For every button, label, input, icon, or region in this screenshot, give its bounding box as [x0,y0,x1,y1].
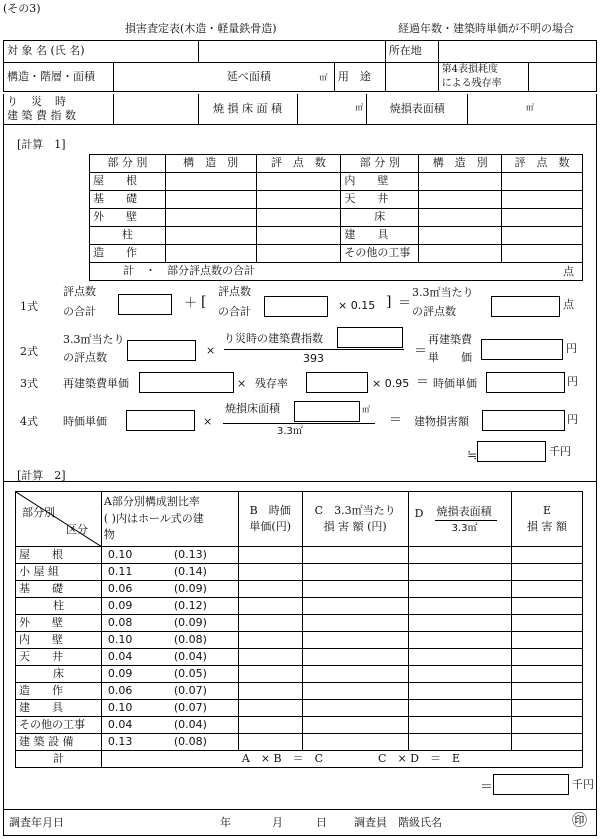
calc2-market-price-field[interactable] [238,666,302,683]
formula2-per-area-label: 3.3㎡当たり [63,333,125,346]
survey-date-label: 調査年月日 [9,816,64,829]
burned-floor-area-label: 焼 損 床 面 積 [198,94,297,124]
formula1-sum-label-2: の合計 [63,305,96,318]
calc2-damage-field[interactable] [512,632,583,649]
calc2-part-label: 外 壁 [16,615,102,632]
subject-name-label: 対 象 名 (氏 名) [4,41,199,63]
calc2-ratio: 0.10 [107,632,133,646]
calc1-part-label: 屋 根 [90,173,166,191]
calc2-market-price-field[interactable] [238,615,302,632]
floor-area-cell[interactable] [113,63,334,92]
calc2-burned-surface-field[interactable] [408,615,512,632]
formula4-approx: ≒ [467,448,478,462]
formula4-denominator: 3.3㎡ [277,426,303,437]
calc2-header-market-price: B 時価 単価(円) [238,492,302,547]
formula2-label: 2式 [20,345,38,358]
calc2-ratio: 0.04 [107,717,133,731]
formula4-damage-label: 建物損害額 [414,415,469,428]
formula3-market-label: 時価単価 [433,377,477,390]
calc2-hall-ratio: (0.07) [173,683,207,697]
calc2-part-label: 柱 [16,598,102,615]
formula4-thousand-unit: 千円 [549,445,571,458]
calc1-score-field[interactable] [502,173,583,191]
calc2-ratio-cell [101,615,238,632]
calc2-part-label: 建 築 設 備 [16,734,102,751]
calc1-part-label: 基 礎 [90,191,166,209]
calc2-burned-surface-field[interactable] [408,700,512,717]
calc2-per-area-damage-field[interactable] [302,564,408,581]
calc1-part-label: 内 壁 [341,173,419,191]
calc2-market-price-field[interactable] [238,598,302,615]
calc2-damage-field[interactable] [512,598,583,615]
formula2-result-box[interactable] [481,339,563,360]
formula1-sum-box[interactable] [118,294,172,315]
calc2-burned-surface-field[interactable] [408,649,512,666]
structure-label: 構造・階層・面積 [4,63,114,92]
formula2-fraction-line [224,349,404,350]
formula4-times: × [203,415,213,428]
calc2-market-price-field[interactable] [238,547,302,564]
calc2-part-label: 天 井 [16,649,102,666]
calc2-ratio-cell [101,649,238,666]
formula1-unit: 点 [563,298,574,311]
formula2-unit: 円 [566,342,577,355]
calc1-structure-field[interactable] [165,245,256,263]
calc2-ratio: 0.13 [107,734,133,748]
calc2-damage-field[interactable] [512,666,583,683]
calc2-row [16,547,583,564]
calc2-market-price-field[interactable] [238,717,302,734]
calc2-ratio-cell [101,683,238,700]
formula4-unit: 円 [567,413,578,426]
calc1-score-field[interactable] [502,191,583,209]
calc2-row [16,581,583,598]
calc2-result-box[interactable] [493,774,569,795]
calc1-score-field[interactable] [256,227,341,245]
formula4-label: 4式 [20,415,38,428]
calc1-structure-field[interactable] [419,191,502,209]
calc2-per-area-damage-field[interactable] [302,632,408,649]
formula1-plus: ＋ [184,296,198,311]
calc2-ratio-cell [101,598,238,615]
rebuild-index-label: り 災 時 建 築 費 指 数 [4,94,114,124]
calc2-per-area-damage-field[interactable] [302,666,408,683]
calc2-per-area-damage-field[interactable] [302,547,408,564]
calc2-per-area-damage-field[interactable] [302,683,408,700]
calc1-structure-field[interactable] [419,245,502,263]
calc1-part-label: 建 具 [341,227,419,245]
inspector-label: 調査員 階級氏名 [354,816,442,829]
calc2-burned-surface-field[interactable] [408,547,512,564]
formula4-fraction-line [223,423,375,424]
calc2-hall-ratio: (0.07) [173,700,207,714]
calc2-hall-ratio: (0.09) [173,615,207,629]
calc2-total-label: 計 [16,751,102,768]
calc2-per-area-damage-field[interactable] [302,700,408,717]
calc2-damage-field[interactable] [512,547,583,564]
calc2-ratio-cell [101,700,238,717]
formula1-bracket-open: [ [201,294,207,310]
formula1-sum2-box[interactable] [264,296,328,317]
formula2-rebuild-label: 再建築費 [428,333,472,346]
document-note: 経過年数・建築時単価が不明の場合 [398,22,574,35]
calc2-burned-surface-field[interactable] [408,666,512,683]
calc2-part-label: 内 壁 [16,632,102,649]
calc2-part-label: その他の工事 [16,717,102,734]
formula4-result-box[interactable] [482,410,565,431]
formula2-times: × [206,344,216,357]
calc2-damage-field[interactable] [512,734,583,751]
calc2-hall-ratio: (0.08) [173,632,207,646]
formula4-market-label: 時価単価 [63,415,107,428]
calc2-market-price-field[interactable] [238,632,302,649]
calc1-part-label: その他の工事 [341,245,419,263]
page-number: (その3) [3,2,41,15]
location-label: 所在地 [385,41,438,63]
formula3-unit: 円 [567,375,578,388]
formula3-residual-box[interactable] [306,372,368,393]
calc2-result-equals: ＝ [480,780,494,795]
calc2-ratio: 0.09 [107,666,133,680]
calc2-row [16,734,583,751]
formula2-equals: ＝ [414,344,428,359]
calc2-damage-field[interactable] [512,649,583,666]
calc1-score-field[interactable] [256,173,341,191]
calc1-score-field[interactable] [256,245,341,263]
formula2-rebuild-label-2: 単 価 [428,351,472,364]
footer-row [3,810,597,836]
location-field[interactable] [438,41,596,63]
calc2-ratio: 0.06 [107,581,133,595]
calc2-ratio-cell [101,632,238,649]
calc2-damage-field[interactable] [512,581,583,598]
formula3-rebuild-box[interactable] [139,372,234,393]
formula3-times: × [237,377,247,390]
calc1-header-part-right: 部 分 別 [341,155,419,173]
calc2-ratio: 0.06 [107,683,133,697]
floor-area-label: 延べ面積 [226,69,271,83]
calc2-damage-field[interactable] [512,564,583,581]
calc2-hall-ratio: (0.05) [173,666,207,680]
calc1-header-structure-right: 構 造 別 [419,155,502,173]
calc2-header-burned-surface: D 焼損表面積 3.3㎡ [408,492,512,547]
calc2-corner-header: 部分別 区分 [16,492,102,547]
calc2-table [15,491,583,768]
calc2-ratio-cell [101,717,238,734]
calc2-per-area-damage-field[interactable] [302,717,408,734]
formula1-coefficient: × 0.15 [338,299,376,312]
calc1-header-score-right: 評 点 数 [502,155,583,173]
formula2-per-area-box[interactable] [127,340,196,361]
calc2-ratio-cell [101,547,238,564]
use-field[interactable] [385,63,438,92]
calc2-part-label: 屋 根 [16,547,102,564]
formula4-burned-area-box[interactable] [294,401,360,422]
formula2-denominator: 393 [303,352,324,365]
calc1-score-field[interactable] [502,227,583,245]
calc2-per-area-damage-field[interactable] [302,615,408,632]
formula1-label: 1式 [20,300,38,313]
calc1-structure-field[interactable] [165,227,256,245]
burned-surface-area-field[interactable]: ㎡ [468,94,597,124]
calc2-part-label: 基 礎 [16,581,102,598]
formula4-equals: ＝ [389,413,403,428]
formula1-sum2-label: 評点数 [218,285,251,298]
calc1-heading: [計算 1] [17,138,66,151]
calc1-score-field[interactable] [256,209,341,227]
calc2-heading: [計算 2] [17,469,66,482]
calc2-hall-ratio: (0.13) [173,547,207,561]
calc2-market-price-field[interactable] [238,700,302,717]
formula1-per-area-label-2: の評点数 [412,305,456,318]
formula3-coefficient: × 0.95 [372,377,410,390]
calc2-row [16,717,583,734]
formula4-thousand-box[interactable] [477,441,546,462]
calc2-row [16,700,583,717]
calc1-total-label: 計 ・ 部分評点数の合計 [123,264,255,278]
calc2-market-price-field[interactable] [238,649,302,666]
formula1-sum-label: 評点数 [63,285,96,298]
month-label: 月 [272,816,283,829]
calc2-hall-ratio: (0.09) [173,581,207,595]
calc2-market-price-field[interactable] [238,564,302,581]
calc1-score-field[interactable] [502,209,583,227]
calc2-header-per-area-damage: C 3.3㎡当たり 損 害 額 (円) [302,492,408,547]
formula4-market-box[interactable] [126,410,195,431]
calc2-hall-ratio: (0.14) [173,564,207,578]
calc1-total-row[interactable] [90,263,583,281]
calc1-score-field[interactable] [256,191,341,209]
calc1-part-label: 外 壁 [90,209,166,227]
formula1-result-box[interactable] [491,296,560,317]
document-title: 損害査定表(木造・軽量鉄骨造) [125,22,277,35]
calc2-market-price-field[interactable] [238,734,302,751]
formula1-equals: ＝ [398,296,412,311]
calc2-result-unit: 千円 [572,778,594,791]
calc2-hall-ratio: (0.12) [173,598,207,612]
formula1-sum2-label-2: の合計 [218,305,251,318]
calc2-part-label: 建 具 [16,700,102,717]
calc2-part-label: 床 [16,666,102,683]
burned-surface-area-label: 焼損表面積 [367,94,468,124]
formula4-numerator: 焼損床面積 [225,402,280,415]
seal-mark: ㊞ [572,811,588,829]
calc2-hall-ratio: (0.04) [173,717,207,731]
calc2-burned-surface-field[interactable] [408,581,512,598]
calc2-burned-surface-field[interactable] [408,734,512,751]
calc2-burned-surface-field[interactable] [408,632,512,649]
formula4-m2-unit: ㎡ [362,405,370,414]
calc1-part-label: 床 [341,209,419,227]
calc2-market-price-field[interactable] [238,581,302,598]
calc2-ratio: 0.11 [107,564,133,578]
calc2-ratio-cell [101,581,238,598]
calc1-header-part-left: 部 分 別 [90,155,166,173]
calc1-table [89,154,583,281]
formula3-equals: ＝ [416,375,430,390]
calc2-header-damage: E 損 害 額 [512,492,583,547]
calc2-burned-surface-field[interactable] [408,683,512,700]
calc1-structure-field[interactable] [165,191,256,209]
calc2-row [16,666,583,683]
calc1-score-field[interactable] [502,245,583,263]
calc1-structure-field[interactable] [419,173,502,191]
calc1-part-label: 柱 [90,227,166,245]
calc1-header-structure-left: 構 造 別 [165,155,256,173]
calc2-hall-ratio: (0.08) [173,734,207,748]
formula2-index-box[interactable] [337,327,403,348]
calc2-ratio: 0.08 [107,615,133,629]
formula3-result-box[interactable] [486,372,565,393]
calc2-row [16,615,583,632]
calc2-ratio-cell [101,734,238,751]
calc2-row [16,632,583,649]
calc2-per-area-damage-field[interactable] [302,649,408,666]
formula3-residual-label: 残存率 [255,377,288,390]
calc1-structure-field[interactable] [419,209,502,227]
floor-area-unit: ㎡ [319,72,328,82]
formula2-per-area-label-2: の評点数 [63,351,107,364]
calc2-hall-ratio: (0.04) [173,649,207,663]
calc2-part-label: 造 作 [16,683,102,700]
year-label: 年 [220,816,231,829]
calc2-part-label: 小 屋 組 [16,564,102,581]
calc2-burned-surface-field[interactable] [408,717,512,734]
calc2-ratio: 0.09 [107,598,133,612]
formula1-bracket-close: ] [386,294,392,310]
calc2-ratio-cell [101,564,238,581]
calc2-total-formula: A × B ＝ C C × D ＝ E [101,751,582,768]
calc2-damage-field[interactable] [512,683,583,700]
residual-rate-field[interactable] [529,63,597,92]
calc2-row [16,683,583,700]
calc1-part-label: 天 井 [341,191,419,209]
info-table [3,40,597,92]
calc1-header-score-left: 評 点 数 [256,155,341,173]
calc1-structure-field[interactable] [419,227,502,245]
formula3-label: 3式 [20,377,38,390]
calc1-part-label: 造 作 [90,245,166,263]
calc2-burned-surface-field[interactable] [408,564,512,581]
calc2-ratio: 0.10 [107,547,133,561]
calc2-header-ratio: A部分別構成割比率 ( )内はホール式の建 物 [101,492,238,547]
calc2-burned-surface-field[interactable] [408,598,512,615]
burned-floor-area-field[interactable]: ㎡ [297,94,367,124]
calc2-damage-field[interactable] [512,700,583,717]
calc2-per-area-damage-field[interactable] [302,581,408,598]
calc2-row [16,598,583,615]
calc2-damage-field[interactable] [512,615,583,632]
calc2-per-area-damage-field[interactable] [302,598,408,615]
corner-diagonal [16,492,102,547]
calc1-structure-field[interactable] [165,173,256,191]
calc2-ratio: 0.04 [107,649,133,663]
formula1-per-area-label: 3.3㎡当たり [412,286,474,299]
residual-rate-label: 第4表損耗度 による残存率 [438,63,529,92]
calc2-market-price-field[interactable] [238,683,302,700]
calc1-total-unit: 点 [563,265,574,278]
calc2-ratio: 0.10 [107,700,133,714]
info-table-row3 [3,94,597,125]
subject-name-field[interactable] [198,41,385,63]
rebuild-index-field[interactable] [113,94,198,124]
formula2-numerator: り災時の建築費指数 [224,332,323,345]
calc2-per-area-damage-field[interactable] [302,734,408,751]
calc2-row [16,649,583,666]
calc2-row [16,564,583,581]
calc1-structure-field[interactable] [165,209,256,227]
day-label: 日 [316,816,327,829]
use-label: 用 途 [334,63,385,92]
calc2-damage-field[interactable] [512,717,583,734]
calc2-ratio-cell [101,666,238,683]
formula3-rebuild-label: 再建築費単価 [63,377,129,390]
